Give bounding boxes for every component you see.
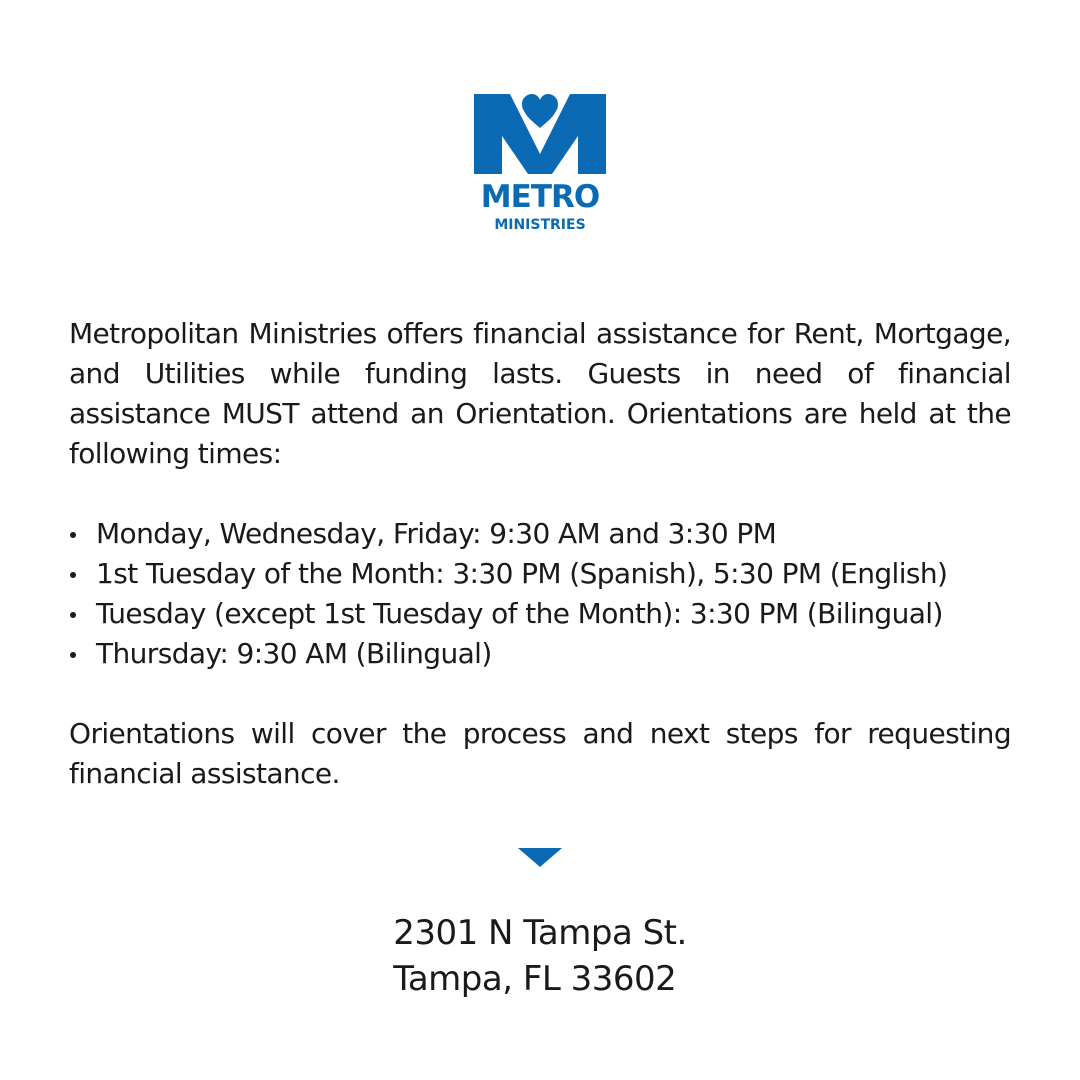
logo-text-metro: METRO <box>480 179 600 215</box>
address-block <box>0 910 1080 1002</box>
outro-paragraph: Orientations will cover the process and next steps for requesting financial assistance. <box>69 717 1011 790</box>
orientation-info <box>69 314 1011 794</box>
intro-paragraph: Metropolitan Ministries offers financial assistance for Rent, Mortgage, and Utilities while funding lasts. Guests in need of financial assistance MUST attend an Orientation. Orientations are held at the following times: <box>69 317 1011 470</box>
metro-ministries-logo <box>470 92 610 242</box>
m-heart-logo-icon <box>470 92 610 182</box>
orientation-schedule-list <box>69 514 1011 674</box>
list-item: Thursday: 9:30 AM (Bilingual) <box>69 634 1011 674</box>
list-item: Monday, Wednesday, Friday: 9:30 AM and 3:30 PM <box>69 514 1011 554</box>
address-line-2: Tampa, FL 33602 <box>393 959 677 999</box>
triangle-down-icon <box>518 848 562 867</box>
list-item: 1st Tuesday of the Month: 3:30 PM (Spanish), 5:30 PM (English) <box>69 554 1011 594</box>
list-item: Tuesday (except 1st Tuesday of the Month): 3:30 PM (Bilingual) <box>69 594 1011 634</box>
address-line-1: 2301 N Tampa St. <box>393 913 687 953</box>
logo-text-ministries: MINISTRIES <box>494 217 586 233</box>
